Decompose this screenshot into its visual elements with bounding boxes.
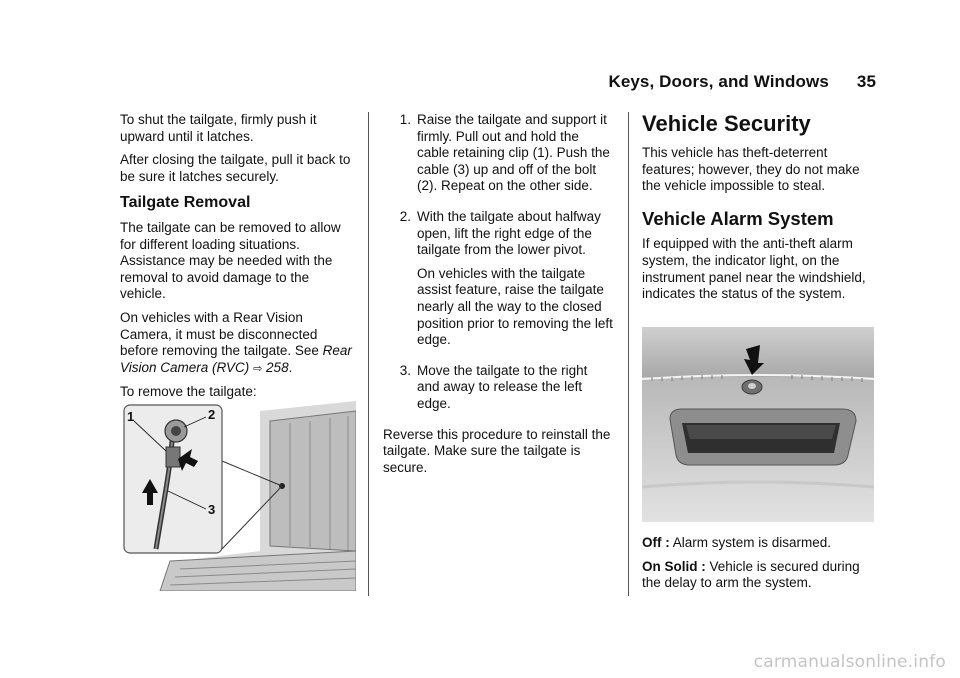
column-right [642,112,874,310]
step-text: Raise the tailgate and support it firmly. Pull out and hold the cable retaining clip (1). Push the cable (3) up and off of the bolt (2). Repeat on the other side. [417,112,610,194]
column-divider [628,112,629,596]
status-term: On Solid : [642,558,706,574]
section-heading-alarm-system: Vehicle Alarm System [642,207,834,229]
tailgate-removal-figure [120,401,356,591]
step-text: On vehicles with the tailgate assist feature, raise the tailgate nearly all the way to the closed position prior to removing the left edge. [417,265,613,348]
callout-3: 3 [208,502,216,517]
step-number: 3. [399,362,411,378]
status-description: Alarm system is disarmed. [672,535,832,550]
status-definition-off [642,535,874,552]
paragraph: To shut the tailgate, firmly push it upward until it latches. [120,112,317,144]
cross-reference-link[interactable]: Rear Vision Camera (RVC) [120,343,352,375]
section-heading-tailgate-removal: Tailgate Removal [120,194,251,212]
step-number: 2. [399,208,411,224]
cross-reference-page[interactable]: 258 [266,359,289,375]
paragraph: The tailgate can be removed to allow for different loading situations. Assistance may be needed with the removal to avoid damage to the vehicle. [120,219,341,302]
paragraph: This vehicle has theft-deterrent features; however, they do not make the vehicle impossible to steal. [642,145,860,194]
status-description: Vehicle is secured during the delay to arm the system. [642,558,860,591]
alarm-indicator-figure [642,327,874,522]
list-item [383,363,613,420]
section-title-vehicle-security: Vehicle Security [642,111,811,136]
page-number: 35 [856,72,876,91]
paragraph: After closing the tailgate, pull it back to be sure it latches securely. [120,152,351,184]
list-item [383,209,613,356]
paragraph-text: On vehicles with a Rear Vision Camera, it must be disconnected before removing the tailgate. See [120,309,319,359]
step-number: 1. [399,112,411,127]
watermark-text: carmanualsonline.info [753,652,946,672]
section-title: Keys, Doors, and Windows [608,72,829,91]
paragraph-rvc [120,310,356,377]
list-item [383,112,613,202]
paragraph: If equipped with the anti-theft alarm system, the indicator light, on the instrument panel near the windshield, indicates the status of the system. [642,236,866,302]
column-left [120,112,356,408]
step-text: With the tailgate about halfway open, lift the right edge of the tailgate from the lower pivot. [417,208,601,258]
paragraph: To remove the tailgate: [120,384,257,400]
status-definition-on-solid [642,559,874,592]
column-middle [383,112,613,483]
status-term: Off : [642,535,670,550]
page-header [596,72,876,92]
callout-1: 1 [127,409,135,424]
removal-steps-list [383,112,613,420]
column-divider [368,112,369,596]
page-ref-arrow-icon: ⇨ [253,361,263,375]
paragraph: Reverse this procedure to reinstall the tailgate. Make sure the tailgate is secure. [383,426,611,475]
step-text: Move the tailgate to the right and away to release the left edge. [417,362,588,411]
callout-2: 2 [208,407,216,422]
alarm-status-list [642,535,874,599]
tailgate-illustration [120,401,356,591]
period: . [288,359,293,375]
dashboard-illustration [642,327,874,522]
